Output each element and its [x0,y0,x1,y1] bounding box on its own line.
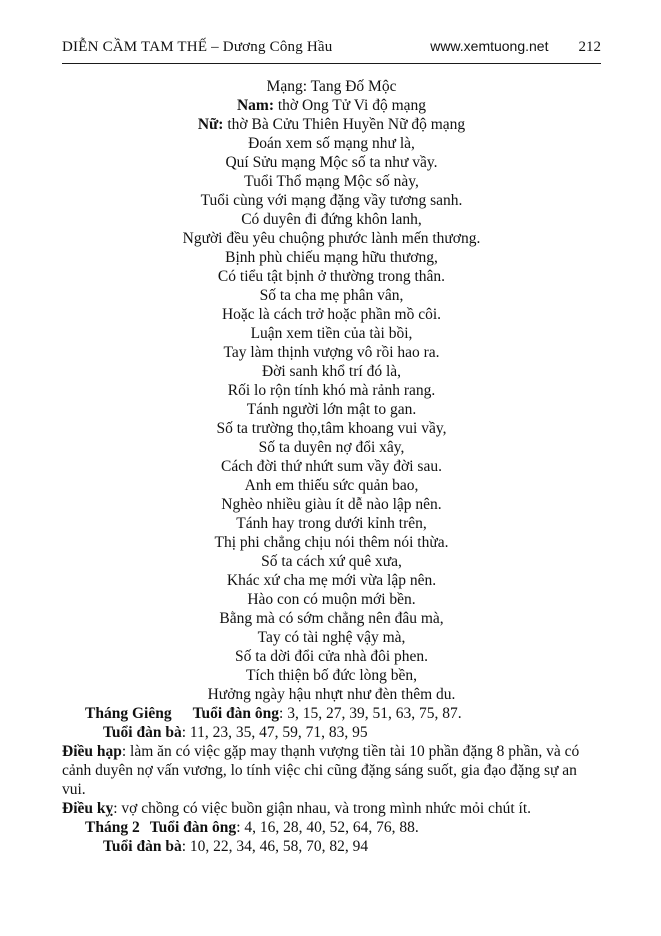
nam-label: Nam: [236,97,274,114]
poem-line: Số ta trường thọ,tâm khoang vui vầy, [216,420,447,437]
poem-line: Đoán xem số mạng như là, [248,135,415,152]
book-title: DIỄN CẦM TAM THẾ – Dương Công Hầu [62,39,333,55]
poem-line: Nghèo nhiều giàu ít dễ nào lập nên. [221,496,442,513]
poem-line: Tuổi Thổ mạng Mộc số này, [244,173,419,190]
poem-line: Hoặc là cách trở hoặc phần mồ côi. [221,306,442,323]
poem-line: Tay có tài nghệ vậy mà, [257,629,406,646]
header-right-group [430,38,601,56]
poem-line: Số ta cha mẹ phân vân, [259,287,404,304]
dieu-hap-text: : làm ăn có việc gặp may thạnh vượng tiền tài 10 phần đặng 8 phần, và có cảnh duyên nợ vấn vương, lo tính việc chi cũng đặng sáng suốt, gia đạo đặng sự an vui. [62,743,580,798]
nam-line [62,96,601,115]
website-url: www.xemtuong.net [430,38,549,54]
month-1-men-line [62,704,601,723]
poem-line: Anh em thiếu sức quản bao, [244,477,419,494]
month-1-women-label: Tuổi đàn bà [103,724,182,741]
poem-line: Bịnh phù chiếu mạng hữu thương, [225,249,438,266]
dieu-hap-label: Điều hạp [62,743,122,760]
month-1-women-ages: : 11, 23, 35, 47, 59, 71, 83, 95 [181,724,368,741]
dieu-ky-text: : vợ chồng có việc buồn giận nhau, và trong mình nhức mỏi chút ít. [113,800,532,817]
month-2-men-label: Tuổi đàn ông [149,819,237,836]
poem-line: Có tiểu tật bịnh ở thường trong thân. [217,268,446,285]
poem-line: Tay làm thịnh vượng vô rồi hao ra. [223,344,440,361]
poem-line: Số ta cách xứ quê xưa, [261,553,402,570]
fortune-poem [62,77,601,704]
dieu-ky-label: Điều kỵ [62,800,114,817]
month-2-men-line [62,818,601,837]
poem-line: Số ta duyên nợ đổi xây, [258,439,405,456]
poem-line: Tánh người lớn mật to gan. [246,401,417,418]
poem-line: Thị phi chẳng chịu nói thêm nói thừa. [214,534,449,551]
page-header [62,38,601,56]
nam-text: thờ Ong Tử Vi độ mạng [274,97,427,114]
month-1-women-line [62,723,601,742]
poem-line: Người đều yêu chuộng phước lành mến thương. [182,230,481,247]
poem-line: Luận xem tiền của tài bồi, [250,325,413,342]
month-2-label: Tháng 2 [85,819,140,836]
nu-label: Nữ: [197,116,224,133]
month-fortunes [62,704,601,856]
poem-line: Quí Sửu mạng Mộc số ta như vầy. [225,154,438,171]
poem-line: Tích thiện bố đức lòng bền, [245,667,418,684]
page-number: 212 [578,39,601,55]
poem-line: Số ta dời đổi cửa nhà đôi phen. [234,648,429,665]
mang-title: Mạng: Tang Đố Mộc [266,78,397,95]
header-divider [62,63,601,64]
poem-line: Tánh hay trong dưới kỉnh trên, [236,515,427,532]
verse-list [62,134,601,704]
month-2-women-ages: : 10, 22, 34, 46, 58, 70, 82, 94 [181,838,369,855]
dieu-ky-paragraph [62,799,601,818]
month-2-women-label: Tuổi đàn bà [103,838,182,855]
poem-line: Khác xứ cha mẹ mới vừa lập nên. [226,572,437,589]
poem-line: Có duyên đi đứng khôn lanh, [241,211,422,228]
poem-line: Đời sanh khổ trí đó là, [261,363,402,380]
poem-line: Rối lo rộn tính khó mà rảnh rang. [227,382,436,399]
month-2-women-line [62,837,601,856]
poem-line: Hào con có muộn mới bền. [247,591,416,608]
nu-text: thờ Bà Cửu Thiên Huyền Nữ độ mạng [223,116,466,133]
nu-line [62,115,601,134]
poem-line: Bằng mà có sớm chẳng nên đâu mà, [219,610,444,627]
month-1-label: Tháng Giêng [85,705,172,722]
month-1-men-label: Tuổi đàn ông [192,705,280,722]
month-2-men-ages: : 4, 16, 28, 40, 52, 64, 76, 88. [236,819,419,836]
dieu-hap-paragraph [62,742,601,799]
poem-line: Tuổi cùng với mạng đặng vầy tương sanh. [200,192,463,209]
month-1-men-ages: : 3, 15, 27, 39, 51, 63, 75, 87. [279,705,462,722]
poem-line: Hưởng ngày hậu nhựt như đèn thêm du. [207,686,456,703]
poem-line: Cách đời thứ nhứt sum vầy đời sau. [221,458,442,475]
